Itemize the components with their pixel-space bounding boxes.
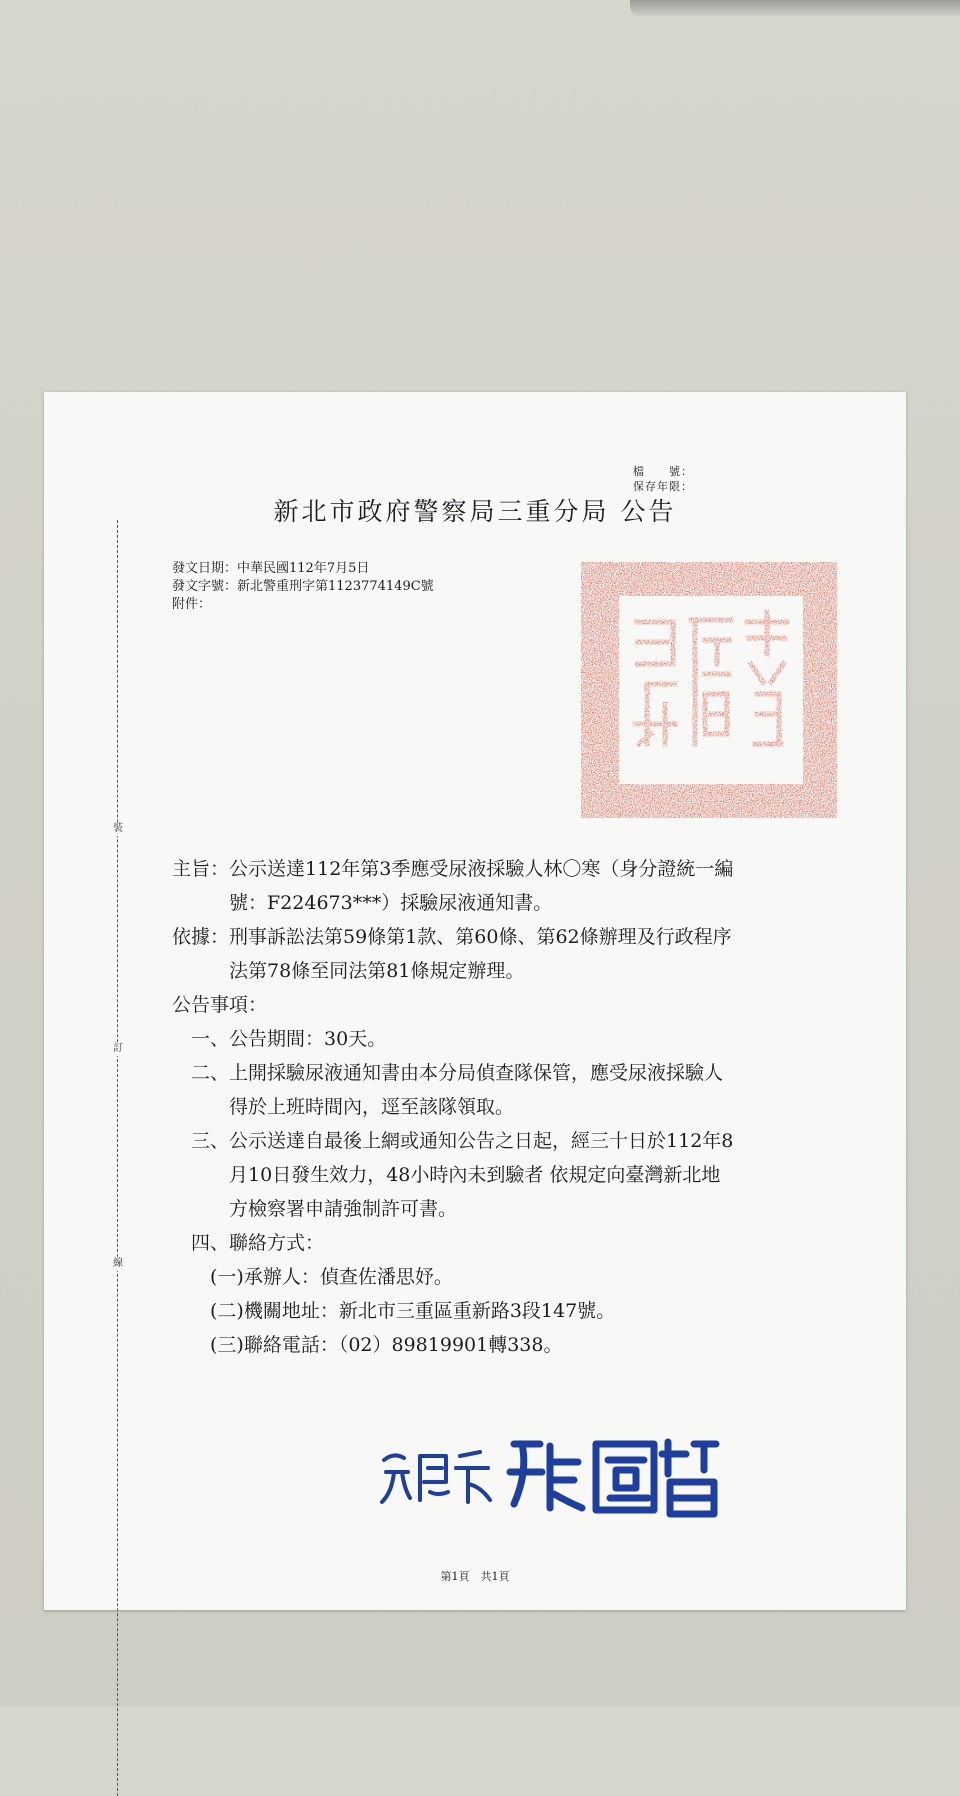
signature-glyph [420, 1456, 448, 1500]
basis-line-1: 刑事訴訟法第59條第1款、第60條、第62條辦理及行政程序 [229, 926, 732, 948]
signature-glyph [510, 1444, 582, 1508]
binding-mark-3: 線 [110, 1257, 126, 1271]
retention-label: 保存年限： [633, 480, 693, 493]
basis-label: 依據： [172, 926, 230, 948]
item-line: 得於上班時間內，逕至該隊領取。 [229, 1096, 515, 1118]
basis-paragraph [172, 920, 892, 988]
subject-paragraph [172, 852, 892, 920]
binding-line [117, 520, 118, 1796]
contact-text: 聯絡電話：（02）89819901轉338。 [243, 1334, 563, 1356]
notice-item-1 [172, 1022, 892, 1056]
contact-item-2 [172, 1294, 892, 1328]
binding-mark-2: 訂 [110, 1042, 126, 1056]
subject-line-1: 公示送達112年第3季應受尿液採驗人林〇寒（身分證統一編 [229, 858, 734, 880]
notice-item-3 [172, 1124, 892, 1226]
seal-glyph-column [691, 620, 731, 744]
binding-mark-1: 裝 [110, 822, 126, 836]
page-title: 新北市政府警察局三重分局 公告 [273, 497, 677, 526]
signature-glyph [596, 1444, 654, 1510]
item-line: 公示送達自最後上網或通知公告之日起，經三十日於112年8 [229, 1130, 734, 1152]
item-line: 聯絡方式： [229, 1232, 325, 1254]
subject-line-2: 號：F224673***）採驗尿液通知書。 [229, 892, 553, 914]
seal-glyph-column [747, 612, 787, 744]
paper-clip-holder [630, 0, 960, 16]
file-no-label: 檔 號： [633, 465, 693, 478]
notice-item-2 [172, 1056, 892, 1124]
date-value: 中華民國112年7月5日 [237, 561, 370, 576]
contact-number: (二) [210, 1300, 244, 1322]
docno-value: 新北警重刑字第1123774149C號 [237, 579, 434, 594]
item-number: 三、 [191, 1130, 230, 1152]
item-line: 月10日發生效力，48小時內未到驗者 依規定向臺灣新北地 [229, 1164, 721, 1186]
notice-body [172, 852, 892, 1362]
signature-glyph [662, 1442, 716, 1514]
seal-glyph-column [635, 622, 675, 744]
contact-number: (三) [210, 1334, 244, 1356]
item-line: 上開採驗尿液通知書由本分局偵查隊保管，應受尿液採驗人 [229, 1062, 724, 1084]
contact-item-3 [172, 1328, 892, 1362]
contact-text: 機關地址：新北市三重區重新路3段147號。 [243, 1300, 616, 1322]
signature-glyph [382, 1455, 410, 1502]
page-number: 第1頁 共1頁 [440, 1570, 510, 1583]
item-number: 四、 [191, 1232, 230, 1254]
attachment-label: 附件： [172, 597, 212, 612]
director-signature-stamp [364, 1422, 724, 1522]
notice-item-4 [172, 1226, 892, 1260]
notice-heading: 公告事項： [172, 994, 268, 1016]
docno-label: 發文字號： [172, 579, 238, 594]
contact-number: (一) [210, 1266, 244, 1288]
file-meta [629, 464, 693, 494]
contact-text: 承辦人：偵查佐潘思妤。 [243, 1266, 453, 1288]
contact-item-1 [172, 1260, 892, 1294]
item-line: 方檢察署申請強制許可書。 [229, 1198, 458, 1220]
notice-document [44, 392, 906, 1610]
date-label: 發文日期： [172, 561, 238, 576]
item-line: 公告期間：30天。 [229, 1028, 387, 1050]
item-number: 一、 [191, 1028, 230, 1050]
subject-label: 主旨： [172, 858, 230, 880]
signature-glyph [456, 1452, 490, 1502]
basis-line-2: 法第78條至同法第81條規定辦理。 [229, 960, 525, 982]
document-header [172, 560, 434, 614]
item-number: 二、 [191, 1062, 230, 1084]
official-seal [577, 558, 841, 822]
